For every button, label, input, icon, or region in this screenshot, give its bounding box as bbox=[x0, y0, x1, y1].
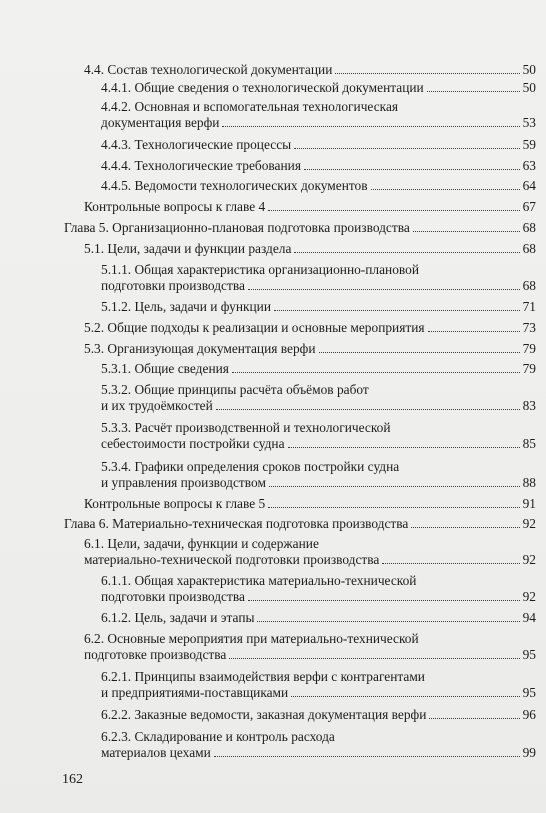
toc-page-number: 73 bbox=[522, 320, 536, 335]
toc-page-number: 79 bbox=[522, 341, 536, 356]
toc-entry-title-line1: 5.3.4. Графики определения сроков постройки судна bbox=[101, 459, 400, 474]
toc-page-number: 68 bbox=[522, 220, 536, 235]
toc-entry-control-4 bbox=[84, 199, 536, 215]
toc-entry-5-1-2 bbox=[101, 299, 536, 315]
toc-entry-title-line1: 6.1.1. Общая характеристика материально-технической bbox=[101, 573, 417, 588]
toc-page-number: 94 bbox=[522, 610, 536, 625]
toc-entry-5-3-3 bbox=[101, 420, 536, 452]
toc-leader bbox=[222, 126, 519, 127]
toc-leader bbox=[269, 486, 520, 487]
toc-entry-title: 5.3. Организующая документация верфи bbox=[84, 341, 316, 356]
toc-page-number: 79 bbox=[522, 361, 536, 376]
toc-page-number: 95 bbox=[522, 685, 536, 700]
toc-entry-title: 5.1.2. Цель, задачи и функции bbox=[101, 299, 271, 314]
toc-entry-control-5 bbox=[84, 496, 536, 512]
toc-entry-title: 5.1. Цели, задачи и функции раздела bbox=[84, 241, 292, 256]
toc-leader bbox=[214, 756, 520, 757]
toc-entry-5-3 bbox=[84, 341, 536, 357]
toc-page-number: 50 bbox=[522, 80, 536, 95]
toc-entry-6-2-1 bbox=[101, 669, 536, 701]
toc-entry-title-line1: 6.2. Основные мероприятия при материально-технической bbox=[84, 631, 419, 646]
toc-entry-title: 6.1.2. Цель, задачи и этапы bbox=[101, 610, 255, 625]
toc-entry-title: подготовке производства bbox=[84, 647, 227, 662]
toc-leader bbox=[413, 231, 520, 232]
toc-leader bbox=[248, 600, 520, 601]
toc-page-number: 53 bbox=[522, 115, 536, 130]
toc-entry-title: Глава 6. Материально-техническая подготовка производства bbox=[64, 516, 409, 531]
toc-entry-6-1-1 bbox=[101, 573, 536, 605]
toc-page-number: 71 bbox=[522, 299, 536, 314]
toc-entry-title: 6.2.2. Заказные ведомости, заказная документация верфи bbox=[101, 707, 427, 722]
toc-entry-6-2-3 bbox=[101, 729, 536, 761]
toc-leader bbox=[294, 252, 519, 253]
toc-leader bbox=[319, 352, 520, 353]
toc-entry-title: 4.4. Состав технологической документации bbox=[84, 62, 333, 77]
toc-page-number: 50 bbox=[522, 62, 536, 77]
toc-leader bbox=[274, 310, 520, 311]
toc-entry-4-4-5 bbox=[101, 178, 536, 194]
toc-page-number: 64 bbox=[522, 178, 536, 193]
toc-leader bbox=[411, 527, 519, 528]
toc-leader bbox=[268, 507, 519, 508]
toc-entry-title: и предприятиями-поставщиками bbox=[101, 685, 289, 700]
toc-entry-title: материалов цехами bbox=[101, 745, 211, 760]
toc-entry-title-line1: 5.1.1. Общая характеристика организационно-плановой bbox=[101, 262, 420, 277]
toc-page-number: 88 bbox=[522, 475, 536, 490]
toc-entry-4-4-3 bbox=[101, 137, 536, 153]
toc-entry-6-2-2 bbox=[101, 707, 536, 723]
toc-entry-5-1-1 bbox=[101, 262, 536, 294]
toc-leader bbox=[257, 621, 519, 622]
toc-entry-5-2 bbox=[84, 320, 536, 336]
toc-page-number: 92 bbox=[522, 516, 536, 531]
toc-leader bbox=[288, 447, 520, 448]
toc-page-number: 99 bbox=[522, 745, 536, 760]
toc-page-number: 85 bbox=[522, 436, 536, 451]
toc-entry-6-1 bbox=[84, 536, 536, 568]
toc-leader bbox=[428, 331, 520, 332]
toc-entry-title: подготовки производства bbox=[101, 278, 245, 293]
toc-entry-title: Контрольные вопросы к главе 5 bbox=[84, 496, 266, 511]
toc-leader bbox=[304, 169, 520, 170]
toc-entry-title: 4.4.1. Общие сведения о технологической документации bbox=[101, 80, 424, 95]
toc-entry-4-4-4 bbox=[101, 158, 536, 174]
toc-leader bbox=[248, 289, 520, 290]
toc-entry-6-1-2 bbox=[101, 610, 536, 626]
toc-entry-title-line1: 5.3.3. Расчёт производственной и технологической bbox=[101, 420, 391, 435]
toc-entry-title: подготовки производства bbox=[101, 589, 245, 604]
toc-leader bbox=[291, 696, 519, 697]
toc-entry-4-4 bbox=[84, 62, 536, 78]
toc-page-number: 92 bbox=[522, 552, 536, 567]
toc-entry-title: себестоимости постройки судна bbox=[101, 436, 285, 451]
toc-entry-title: Контрольные вопросы к главе 4 bbox=[84, 199, 266, 214]
toc-page-number: 96 bbox=[522, 707, 536, 722]
toc-leader bbox=[232, 372, 520, 373]
toc-entry-4-4-1 bbox=[101, 80, 536, 96]
page-number: 162 bbox=[62, 772, 83, 787]
toc-entry-title: и их трудоёмкостей bbox=[101, 398, 213, 413]
toc-entry-title-line1: 6.2.3. Складирование и контроль расхода bbox=[101, 729, 335, 744]
toc-entry-4-4-2 bbox=[101, 99, 536, 131]
toc-entry-title: 4.4.5. Ведомости технологических документов bbox=[101, 178, 368, 193]
toc-entry-title: 5.3.1. Общие сведения bbox=[101, 361, 229, 376]
toc-entry-5-3-2 bbox=[101, 382, 536, 414]
toc-leader bbox=[335, 73, 519, 74]
toc-leader bbox=[371, 189, 520, 190]
toc-page-number: 67 bbox=[522, 199, 536, 214]
toc-entry-title: 4.4.4. Технологические требования bbox=[101, 158, 301, 173]
toc-leader bbox=[216, 409, 520, 410]
toc-entry-chapter-6 bbox=[64, 516, 536, 532]
toc-entry-5-1 bbox=[84, 241, 536, 257]
toc-entry-title: Глава 5. Организационно-плановая подготовка производства bbox=[64, 220, 410, 235]
toc-leader bbox=[268, 210, 519, 211]
toc-entry-5-3-1 bbox=[101, 361, 536, 377]
toc-entry-title-line1: 5.3.2. Общие принципы расчёта объёмов работ bbox=[101, 382, 369, 397]
toc-page-number: 91 bbox=[522, 496, 536, 511]
toc-entry-title: 5.2. Общие подходы к реализации и основные мероприятия bbox=[84, 320, 425, 335]
toc-entry-title: материально-технической подготовки производства bbox=[84, 552, 380, 567]
toc-page-number: 95 bbox=[522, 647, 536, 662]
toc-leader bbox=[382, 563, 519, 564]
toc-page-number: 83 bbox=[522, 398, 536, 413]
toc-page-number: 63 bbox=[522, 158, 536, 173]
toc-leader bbox=[429, 718, 519, 719]
toc-page-number: 59 bbox=[522, 137, 536, 152]
toc-leader bbox=[294, 148, 519, 149]
toc-entry-chapter-5 bbox=[64, 220, 536, 236]
toc-page-number: 92 bbox=[522, 589, 536, 604]
toc-leader bbox=[229, 658, 519, 659]
toc-entry-title: документация верфи bbox=[101, 115, 220, 130]
toc-entry-title: и управления производством bbox=[101, 475, 266, 490]
toc-leader bbox=[427, 91, 520, 92]
toc-entry-6-2 bbox=[84, 631, 536, 663]
toc-entry-5-3-4 bbox=[101, 459, 536, 491]
toc-page-number: 68 bbox=[522, 278, 536, 293]
toc-entry-title-line1: 6.1. Цели, задачи, функции и содержание bbox=[84, 536, 319, 551]
toc-entry-title: 4.4.3. Технологические процессы bbox=[101, 137, 292, 152]
toc-entry-title-line1: 6.2.1. Принципы взаимодействия верфи с контрагентами bbox=[101, 669, 425, 684]
toc-entry-title-line1: 4.4.2. Основная и вспомогательная технологическая bbox=[101, 99, 399, 114]
toc-page-number: 68 bbox=[522, 241, 536, 256]
